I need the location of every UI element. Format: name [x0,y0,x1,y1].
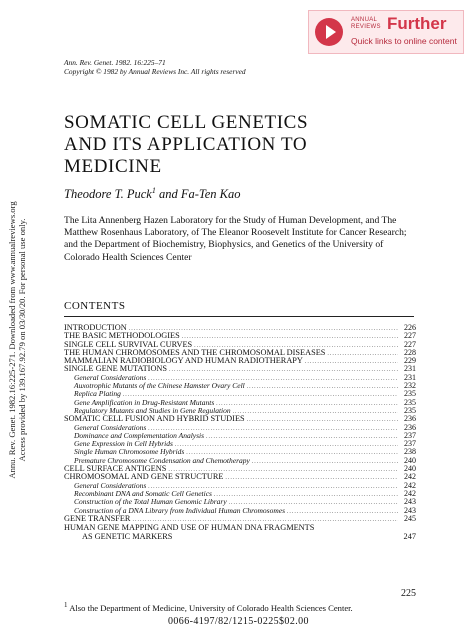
author-1: Theodore T. Puck [64,187,152,202]
footnote [64,601,353,613]
toc-leader-dots [247,416,398,424]
toc-leader-dots [175,441,398,449]
page-number: 225 [401,588,416,599]
toc-entry-label: SINGLE GENE MUTATIONS [64,364,168,374]
toc-entry-label: CELL SURFACE ANTIGENS [64,464,167,474]
copyright-line: Copyright © 1982 by Annual Reviews Inc. All rights reserved [64,67,246,76]
toc-entry-page: 242 [404,472,416,482]
author-footnote-mark: 1 [151,186,156,195]
toc-entry-label: Regulatory Mutants and Studies in Gene Regulation [74,405,231,415]
toc-entry-label: Construction of a DNA Library from Individual Human Chromosomes [74,505,285,515]
authors [64,186,240,202]
toc-entry-page: 229 [404,356,416,366]
contents-heading: CONTENTS [64,300,126,312]
toc-entry-page: 247 [403,532,416,542]
toc-entry-label: Replica Plating [74,389,121,399]
toc-entry-label: Gene Amplification in Drug-Resistant Mutants [74,397,215,407]
toc-entry-page: 235 [404,389,416,399]
toc-entry-page: 237 [404,439,416,449]
download-notice-line2: Access provided by 139.167.92.79 on 03/30/20. For personal use only. [17,218,27,462]
toc-entry-page: 235 [404,397,416,407]
toc-entry-label: Gene Expression in Cell Hybrids [74,439,173,449]
toc-entry-label: General Considerations [74,422,147,432]
toc-entry-label-cont: AS GENETIC MARKERS [82,532,173,542]
toc-leader-dots [305,358,398,366]
toc-leader-dots [214,491,398,499]
toc-entry-label: Auxotrophic Mutants of the Chinese Hamster Ovary Cell [74,381,245,391]
affiliation: The Lita Annenberg Hazen Laboratory for the Study of Human Development, and The Matthew Rosenhaus Laboratory, of The Eleanor Roosevelt Institute for Cancer Research; and the Department of Biochemistry, Biophysics, and Genetics of the University of Colorado Health Sciences Center [64,215,407,263]
download-notice-line1: Annu. Rev. Genet. 1982.16:225-271. Downloaded from www.annualreviews.org [7,201,17,479]
toc-entry-label: GENE TRANSFER [64,513,131,523]
toc-leader-dots [233,408,398,416]
price-code: 0066-4197/82/1215-0225$02.00 [168,616,309,627]
toc-entry-page: 242 [404,480,416,490]
footnote-mark: 1 [64,601,68,609]
toc-entry-label: Dominance and Complementation Analysis [74,430,205,440]
author-2: and Fa-Ten Kao [155,187,241,202]
toc-leader-dots [182,333,398,341]
toc-entry-label: General Considerations [74,372,147,382]
toc-entry-page: 245 [404,513,416,523]
toc-leader-dots [247,383,398,391]
play-arrow-icon [315,18,343,46]
toc-entry-page: 227 [404,331,416,341]
toc-leader-dots [169,366,398,374]
footnote-text: Also the Department of Medicine, University of Colorado Health Sciences Center. [69,602,353,613]
toc-entry-page: 240 [404,464,416,474]
toc-entry-page: 243 [404,505,416,515]
toc-entry-label: Recombinant DNA and Somatic Cell Genetics [74,488,212,498]
toc-entry-page: 231 [404,372,416,382]
journal-citation [64,58,246,76]
toc-entry-label: Construction of the Total Human Genomic Library [74,497,227,507]
toc-entry-label: CHROMOSOMAL AND GENE STRUCTURE [64,472,224,482]
toc-entry-label: SOMATIC CELL FUSION AND HYBRID STUDIES [64,414,245,424]
toc-entry-page: 236 [404,414,416,424]
toc-entry-label: General Considerations [74,480,147,490]
toc-entry-page: 243 [404,497,416,507]
title-line-3: MEDICINE [64,156,162,177]
toc-entry-page: 235 [404,405,416,415]
toc-entry-label: INTRODUCTION [64,323,127,332]
table-of-contents [64,324,416,541]
toc-entry-page: 238 [404,447,416,457]
journal-line: Ann. Rev. Genet. 1982. 16:225–71 [64,58,166,67]
toc-leader-dots [287,508,398,516]
toc-entry-label: THE BASIC METHODOLOGIES [64,331,180,341]
toc-entry[interactable] [64,523,416,541]
article-title [64,112,308,178]
toc-entry-label: SINGLE CELL SURVIVAL CURVES [64,339,193,349]
toc-entry-page: 232 [404,381,416,391]
toc-entry-page: 226 [404,323,416,332]
contents-divider [64,316,414,317]
further-label: Further [387,14,447,33]
toc-leader-dots [327,350,398,358]
further-subtitle: Quick links to online content [351,36,457,46]
toc-entry-page: 231 [404,364,416,374]
toc-entry-page: 236 [404,422,416,432]
toc-entry-label: THE HUMAN CHROMOSOMES AND THE CHROMOSOMAL DISEASES [64,347,326,357]
download-notice [2,175,32,505]
toc-entry-label: Single Human Chromosome Hybrids [74,447,185,457]
toc-leader-dots [206,433,398,441]
toc-leader-dots [225,474,398,482]
annual-reviews-logo-text: ANNUAL REVIEWS [351,17,381,30]
toc-entry-label: HUMAN GENE MAPPING AND USE OF HUMAN DNA FRAGMENTS [64,523,315,533]
toc-leader-dots [216,400,398,408]
toc-entry[interactable] [64,515,416,523]
title-line-1: SOMATIC CELL GENETICS [64,112,309,133]
toc-entry-page: 227 [404,339,416,349]
toc-entry-page: 237 [404,430,416,440]
title-line-2: AND ITS APPLICATION TO [64,134,308,155]
toc-leader-dots [252,458,398,466]
toc-entry-label: MAMMALIAN RADIOBIOLOGY AND HUMAN RADIOTHERAPY [64,356,303,366]
annual-reviews-further-banner[interactable] [308,10,464,54]
toc-entry-page: 242 [404,488,416,498]
toc-entry-page: 240 [404,455,416,465]
toc-entry-page: 228 [404,347,416,357]
toc-entry-label: Premature Chromosome Condensation and Chemotherapy [74,455,250,465]
